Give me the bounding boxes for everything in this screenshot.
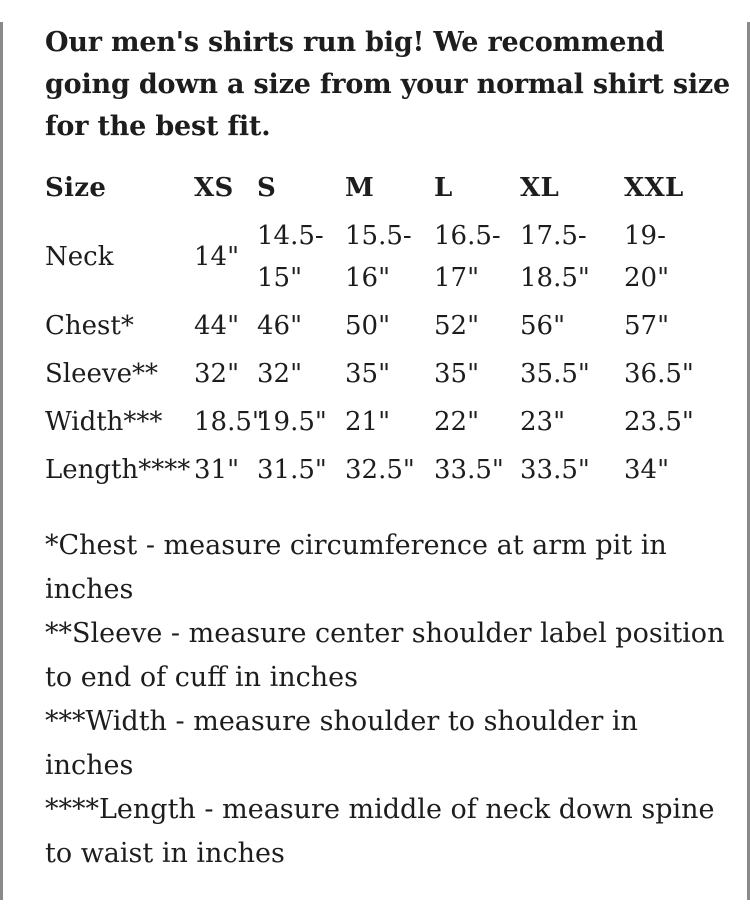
width-value-xxl: 23.5" — [624, 407, 694, 437]
neck-value-xl: 17.5-18.5" — [520, 221, 590, 293]
row-label-sleeve: Sleeve** — [45, 359, 158, 389]
size-chart-table — [45, 164, 707, 494]
row-label-width: Width*** — [45, 407, 163, 437]
table-row-width — [45, 398, 707, 446]
sleeve-value-l: 35" — [434, 359, 480, 389]
chest-value-xxl: 57" — [624, 311, 670, 341]
sleeve-value-xxl: 36.5" — [624, 359, 694, 389]
footnote-sleeve-line: **Sleeve - measure center shoulder label position — [45, 618, 725, 649]
width-value-xl: 23" — [520, 407, 566, 437]
column-header-xs: XS — [194, 173, 234, 203]
table-row-chest — [45, 302, 707, 350]
chest-value-l: 52" — [434, 311, 480, 341]
table-row-neck — [45, 212, 707, 302]
width-value-xs: 18.5" — [194, 407, 264, 437]
footnote-length-line: ****Length - measure middle of neck down spine — [45, 794, 715, 825]
length-value-m: 32.5" — [345, 455, 415, 485]
sleeve-value-s: 32" — [257, 359, 303, 389]
chest-value-s: 46" — [257, 311, 303, 341]
length-value-l: 33.5" — [434, 455, 504, 485]
intro-line: Our men's shirts run big! We recommend — [45, 27, 665, 58]
intro-text — [45, 22, 737, 148]
intro-line: for the best fit. — [45, 111, 271, 142]
footnote-width-line: ***Width - measure shoulder to shoulder in — [45, 706, 638, 737]
sleeve-value-xs: 32" — [194, 359, 240, 389]
measurement-footnotes — [45, 524, 737, 876]
neck-value-m: 15.5-16" — [345, 221, 412, 293]
column-header-m: M — [345, 173, 375, 203]
width-value-l: 22" — [434, 407, 480, 437]
intro-line: going down a size from your normal shirt size — [45, 69, 730, 100]
length-value-s: 31.5" — [257, 455, 327, 485]
footnote-length-line: to waist in inches — [45, 838, 285, 869]
footnote-chest-line: *Chest - measure circumference at arm pit in — [45, 530, 667, 561]
neck-value-l: 16.5-17" — [434, 221, 501, 293]
neck-value-xs: 14" — [194, 242, 240, 272]
table-row-sleeve — [45, 350, 707, 398]
sleeve-value-xl: 35.5" — [520, 359, 590, 389]
size-guide-panel — [0, 22, 750, 900]
column-header-xl: XL — [520, 173, 560, 203]
chest-value-m: 50" — [345, 311, 391, 341]
column-header-xxl: XXL — [624, 173, 684, 203]
neck-value-s: 14.5-15" — [257, 221, 324, 293]
length-value-xs: 31" — [194, 455, 240, 485]
chest-value-xl: 56" — [520, 311, 566, 341]
width-value-m: 21" — [345, 407, 391, 437]
column-header-size: Size — [45, 173, 107, 203]
neck-value-xxl: 19-20" — [624, 221, 670, 293]
chest-value-xs: 44" — [194, 311, 240, 341]
row-label-chest: Chest* — [45, 311, 134, 341]
length-value-xl: 33.5" — [520, 455, 590, 485]
footnote-sleeve-line: to end of cuff in inches — [45, 662, 359, 693]
sleeve-value-m: 35" — [345, 359, 391, 389]
size-chart-header-row — [45, 164, 707, 212]
footnote-chest-line: inches — [45, 574, 134, 605]
width-value-s: 19.5" — [257, 407, 327, 437]
row-label-neck: Neck — [45, 242, 114, 272]
length-value-xxl: 34" — [624, 455, 670, 485]
column-header-s: S — [257, 173, 277, 203]
column-header-l: L — [434, 173, 453, 203]
row-label-length: Length**** — [45, 455, 191, 485]
footnote-width-line: inches — [45, 750, 134, 781]
table-row-length — [45, 446, 707, 494]
